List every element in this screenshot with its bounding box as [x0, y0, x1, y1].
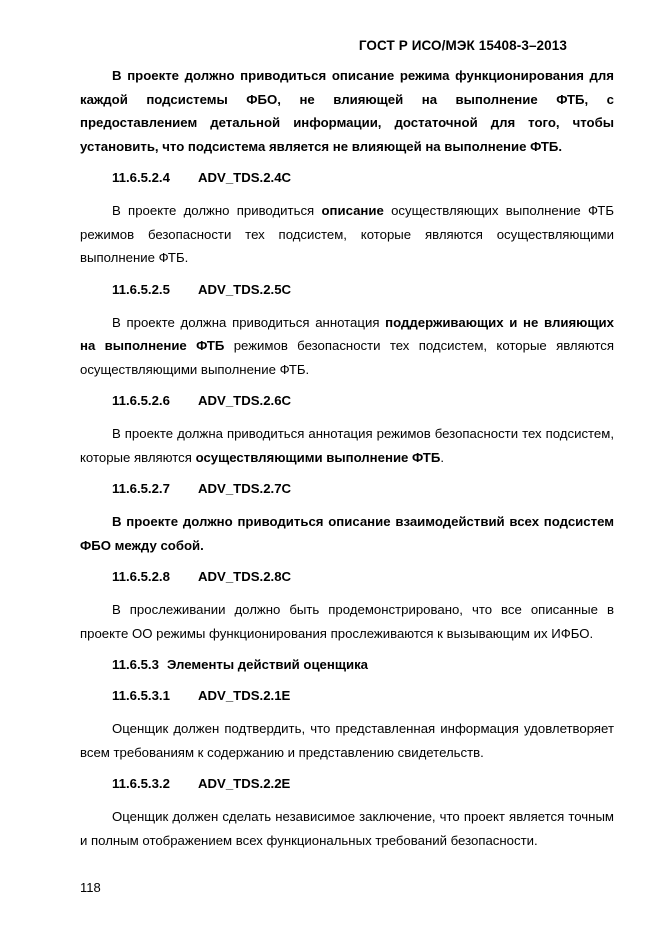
text-run: осуществляющих выполнение ФТБ режимов безопасности тех подсистем, которые являются осуществляющими выполнение ФТБ. [80, 203, 614, 265]
text-run: . [440, 449, 445, 465]
item-number: 11.6.5.2.6 [112, 393, 170, 408]
item-code: ADV_TDS.2.5C [198, 281, 292, 297]
item-heading [112, 567, 614, 587]
item-number: 11.6.5.2.4 [112, 170, 170, 185]
item-paragraph: В проекте должно приводиться описание взаимодействий всех подсистем ФБО между собой. [80, 514, 614, 553]
item-code: ADV_TDS.2.4C [198, 170, 292, 185]
item-heading [112, 479, 614, 499]
bold-text-run: осуществляющими выполнение ФТБ [195, 449, 441, 465]
page-number: 118 [80, 880, 101, 895]
item-paragraph [80, 422, 614, 469]
item-heading [112, 391, 614, 411]
bold-text-run: поддерживающих и не влияющих на выполнение ФТБ [80, 314, 614, 353]
section-heading [112, 655, 614, 675]
item-number: 11.6.5.2.8 [112, 569, 170, 584]
bold-text-run: описание [321, 203, 384, 218]
item-paragraph [80, 311, 614, 382]
item-number: 11.6.5.2.5 [112, 281, 170, 297]
item-heading [112, 168, 614, 188]
item-heading [112, 686, 614, 706]
document-body [80, 64, 614, 862]
intro-paragraph: В проекте должно приводиться описание режима функционирования для каждой подсистемы ФБО, не влияющей на выполнение ФТБ, с предоставлением детальной информации, достаточной для того, чтобы установить, что подсистема является не влияющей на выполнение ФТБ. [80, 68, 614, 154]
text-run: режимов безопасности тех подсистем, которые являются осуществляющими выполнение ФТБ. [80, 338, 614, 377]
item-paragraph: Оценщик должен сделать независимое заключение, что проект является точным и полным отображением всех функциональных требований безопасности. [80, 809, 614, 848]
item-heading [112, 280, 614, 300]
text-run: В проекте должна приводиться аннотация режимов безопасности тех подсистем, которые являются [80, 426, 614, 465]
item-code: ADV_TDS.2.2E [198, 776, 291, 791]
item-code: ADV_TDS.2.7C [198, 481, 292, 496]
item-code: ADV_TDS.2.8C [198, 569, 292, 584]
section-title: Элементы действий оценщика [166, 657, 369, 672]
text-run: В проекте должно приводиться [112, 203, 322, 218]
document-header: ГОСТ Р ИСО/МЭК 15408-3–2013 [358, 38, 567, 53]
item-paragraph: В прослеживании должно быть продемонстрировано, что все описанные в проекте ОО режимы функционирования прослеживаются к вызывающим их ИФБО. [80, 602, 614, 641]
item-heading [112, 774, 614, 794]
item-number: 11.6.5.3.2 [112, 776, 170, 791]
item-number: 11.6.5.2.7 [112, 481, 170, 496]
item-code: ADV_TDS.2.6C [198, 393, 292, 408]
item-paragraph [80, 199, 614, 270]
item-code: ADV_TDS.2.1E [198, 688, 291, 703]
item-paragraph: Оценщик должен подтвердить, что представленная информация удовлетворяет всем требованиям к содержанию и представлению свидетельств. [80, 721, 614, 760]
item-number: 11.6.5.3.1 [112, 688, 170, 703]
text-run: В проекте должна приводиться аннотация [112, 314, 386, 330]
section-number: 11.6.5.3 [112, 657, 159, 672]
